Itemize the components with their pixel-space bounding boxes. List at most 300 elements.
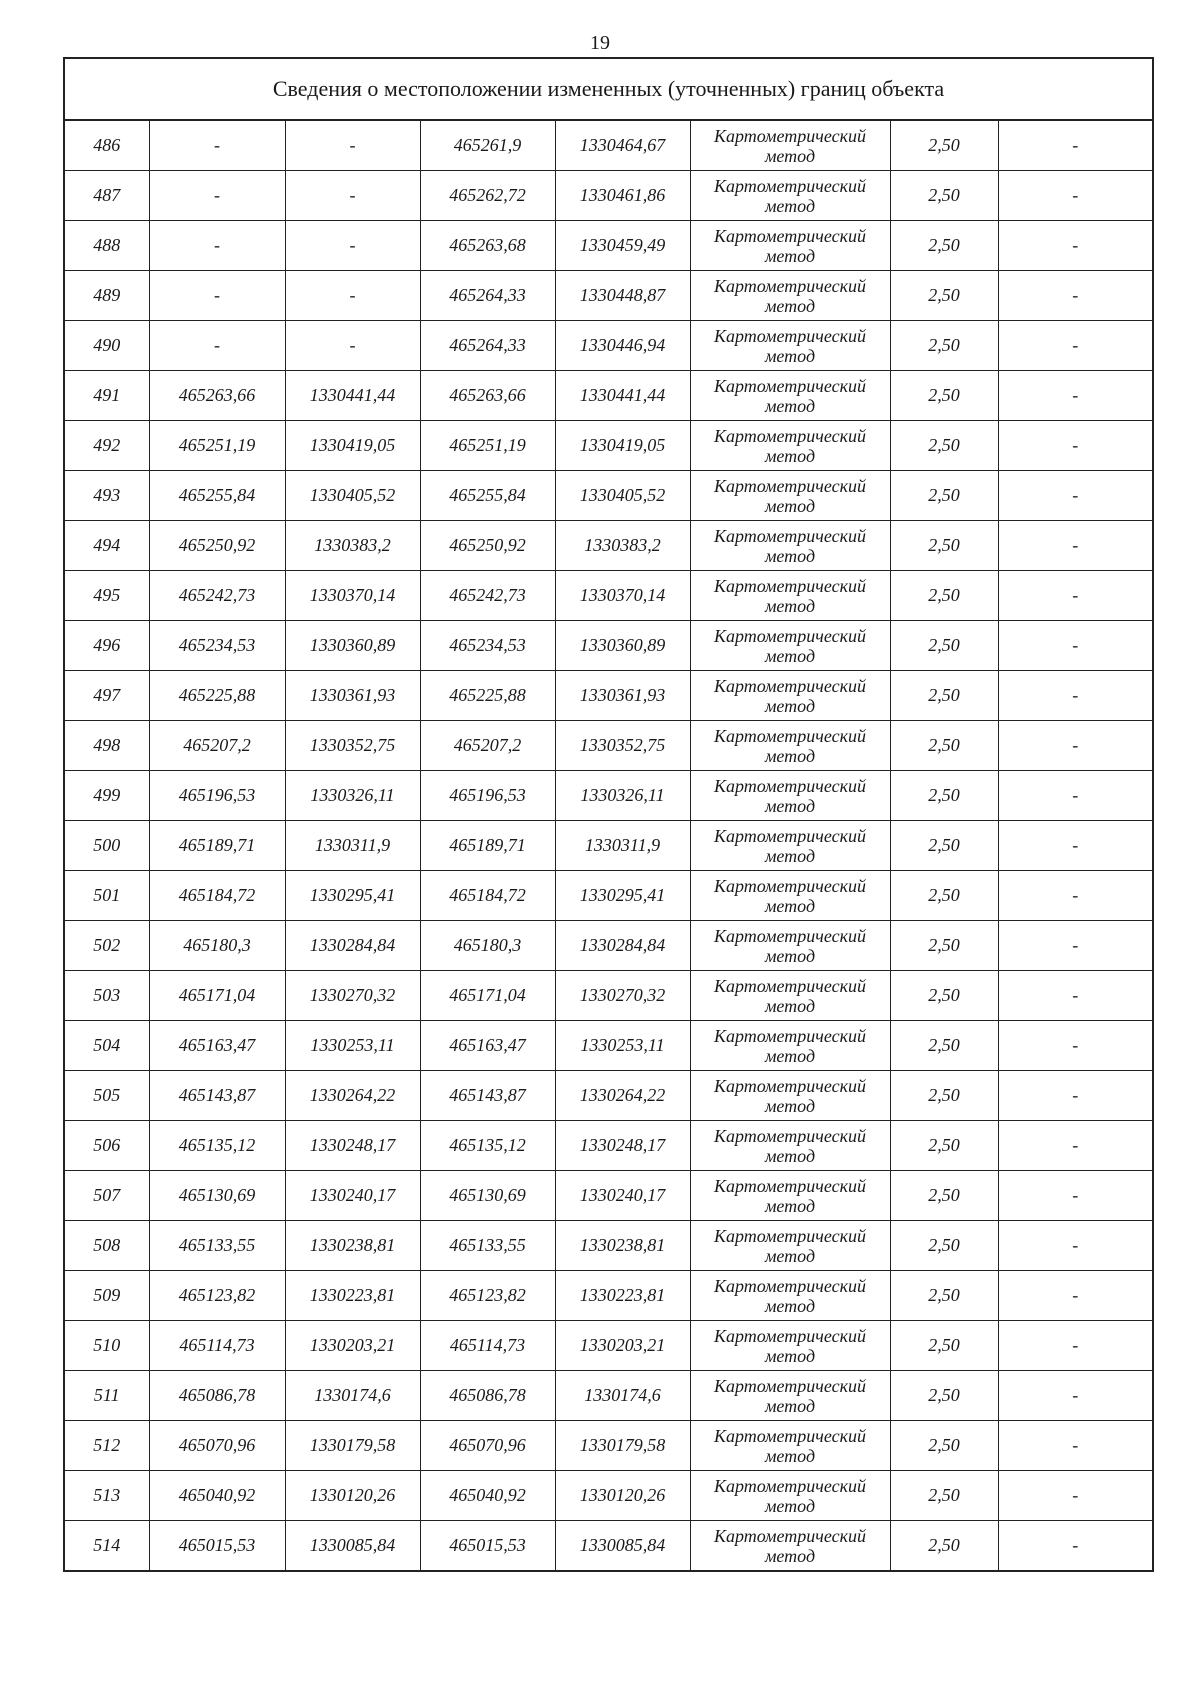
table-row bbox=[64, 371, 1153, 421]
accuracy-cell: 2,50 bbox=[890, 221, 998, 271]
point-number-cell: 496 bbox=[64, 621, 149, 671]
new-y-cell: 1330419,05 bbox=[555, 421, 690, 471]
method-line2: метод bbox=[764, 395, 816, 416]
description-cell: - bbox=[998, 871, 1153, 921]
new-y-cell: 1330238,81 bbox=[555, 1221, 690, 1271]
new-x-cell: 465086,78 bbox=[420, 1371, 555, 1421]
method-line1: Картометрический bbox=[713, 125, 866, 146]
new-x-cell: 465250,92 bbox=[420, 521, 555, 571]
new-x-cell: 465234,53 bbox=[420, 621, 555, 671]
method-cell bbox=[690, 371, 890, 421]
table-row bbox=[64, 471, 1153, 521]
table-row bbox=[64, 621, 1153, 671]
new-x-cell: 465242,73 bbox=[420, 571, 555, 621]
accuracy-cell: 2,50 bbox=[890, 171, 998, 221]
accuracy-cell: 2,50 bbox=[890, 1021, 998, 1071]
method-line1: Картометрический bbox=[713, 1325, 866, 1346]
old-x-cell: 465242,73 bbox=[149, 571, 285, 621]
method-line2: метод bbox=[764, 695, 816, 716]
description-cell: - bbox=[998, 271, 1153, 321]
new-y-cell: 1330253,11 bbox=[555, 1021, 690, 1071]
old-x-cell: - bbox=[149, 271, 285, 321]
old-x-cell: 465040,92 bbox=[149, 1471, 285, 1521]
method-line1: Картометрический bbox=[713, 1075, 866, 1096]
old-x-cell: 465184,72 bbox=[149, 871, 285, 921]
old-x-cell: 465180,3 bbox=[149, 921, 285, 971]
table-row bbox=[64, 1221, 1153, 1271]
accuracy-cell: 2,50 bbox=[890, 921, 998, 971]
table-row bbox=[64, 721, 1153, 771]
method-cell bbox=[690, 1421, 890, 1471]
old-y-cell: 1330203,21 bbox=[285, 1321, 420, 1371]
new-x-cell: 465262,72 bbox=[420, 171, 555, 221]
method-cell bbox=[690, 1171, 890, 1221]
new-y-cell: 1330248,17 bbox=[555, 1121, 690, 1171]
description-cell: - bbox=[998, 371, 1153, 421]
new-x-cell: 465163,47 bbox=[420, 1021, 555, 1071]
description-cell: - bbox=[998, 1321, 1153, 1371]
new-y-cell: 1330120,26 bbox=[555, 1471, 690, 1521]
table-row bbox=[64, 421, 1153, 471]
method-cell bbox=[690, 1071, 890, 1121]
method-cell bbox=[690, 1321, 890, 1371]
table-row bbox=[64, 971, 1153, 1021]
new-x-cell: 465263,66 bbox=[420, 371, 555, 421]
method-line2: метод bbox=[764, 1145, 816, 1166]
method-line2: метод bbox=[764, 795, 816, 816]
method-line2: метод bbox=[764, 995, 816, 1016]
description-cell: - bbox=[998, 971, 1153, 1021]
method-line1: Картометрический bbox=[713, 725, 866, 746]
description-cell: - bbox=[998, 621, 1153, 671]
old-x-cell: 465133,55 bbox=[149, 1221, 285, 1271]
method-line2: метод bbox=[764, 495, 816, 516]
point-number-cell: 503 bbox=[64, 971, 149, 1021]
method-line1: Картометрический bbox=[713, 625, 866, 646]
method-cell bbox=[690, 1021, 890, 1071]
old-x-cell: 465234,53 bbox=[149, 621, 285, 671]
method-line2: метод bbox=[764, 345, 816, 366]
old-x-cell: 465015,53 bbox=[149, 1521, 285, 1572]
accuracy-cell: 2,50 bbox=[890, 1071, 998, 1121]
new-x-cell: 465015,53 bbox=[420, 1521, 555, 1572]
point-number-cell: 514 bbox=[64, 1521, 149, 1572]
description-cell: - bbox=[998, 1021, 1153, 1071]
method-line2: метод bbox=[764, 1545, 816, 1566]
old-y-cell: 1330248,17 bbox=[285, 1121, 420, 1171]
old-y-cell: 1330120,26 bbox=[285, 1471, 420, 1521]
description-cell: - bbox=[998, 521, 1153, 571]
method-line2: метод bbox=[764, 545, 816, 566]
point-number-cell: 513 bbox=[64, 1471, 149, 1521]
old-y-cell: 1330270,32 bbox=[285, 971, 420, 1021]
description-cell: - bbox=[998, 1121, 1153, 1171]
new-y-cell: 1330311,9 bbox=[555, 821, 690, 871]
accuracy-cell: 2,50 bbox=[890, 1221, 998, 1271]
table-row bbox=[64, 1321, 1153, 1371]
new-y-cell: 1330203,21 bbox=[555, 1321, 690, 1371]
accuracy-cell: 2,50 bbox=[890, 1171, 998, 1221]
new-x-cell: 465261,9 bbox=[420, 120, 555, 171]
table-row bbox=[64, 1271, 1153, 1321]
accuracy-cell: 2,50 bbox=[890, 521, 998, 571]
new-x-cell: 465225,88 bbox=[420, 671, 555, 721]
new-x-cell: 465255,84 bbox=[420, 471, 555, 521]
method-line2: метод bbox=[764, 445, 816, 466]
point-number-cell: 511 bbox=[64, 1371, 149, 1421]
table-title: Сведения о местоположении измененных (уточненных) границ объекта bbox=[64, 58, 1153, 120]
new-y-cell: 1330383,2 bbox=[555, 521, 690, 571]
table-row bbox=[64, 671, 1153, 721]
method-line2: метод bbox=[764, 1195, 816, 1216]
point-number-cell: 495 bbox=[64, 571, 149, 621]
method-cell bbox=[690, 871, 890, 921]
new-y-cell: 1330264,22 bbox=[555, 1071, 690, 1121]
description-cell: - bbox=[998, 721, 1153, 771]
old-x-cell: 465123,82 bbox=[149, 1271, 285, 1321]
table-row bbox=[64, 571, 1153, 621]
old-y-cell: 1330326,11 bbox=[285, 771, 420, 821]
description-cell: - bbox=[998, 321, 1153, 371]
old-x-cell: - bbox=[149, 221, 285, 271]
point-number-cell: 507 bbox=[64, 1171, 149, 1221]
description-cell: - bbox=[998, 1171, 1153, 1221]
method-line2: метод bbox=[764, 645, 816, 666]
method-line2: метод bbox=[764, 195, 816, 216]
old-y-cell: 1330174,6 bbox=[285, 1371, 420, 1421]
point-number-cell: 493 bbox=[64, 471, 149, 521]
accuracy-cell: 2,50 bbox=[890, 471, 998, 521]
method-line1: Картометрический bbox=[713, 975, 866, 996]
old-x-cell: 465207,2 bbox=[149, 721, 285, 771]
new-y-cell: 1330405,52 bbox=[555, 471, 690, 521]
point-number-cell: 497 bbox=[64, 671, 149, 721]
new-x-cell: 465133,55 bbox=[420, 1221, 555, 1271]
new-x-cell: 465264,33 bbox=[420, 321, 555, 371]
new-y-cell: 1330085,84 bbox=[555, 1521, 690, 1572]
point-number-cell: 499 bbox=[64, 771, 149, 821]
method-line2: метод bbox=[764, 895, 816, 916]
description-cell: - bbox=[998, 421, 1153, 471]
accuracy-cell: 2,50 bbox=[890, 871, 998, 921]
old-y-cell: 1330179,58 bbox=[285, 1421, 420, 1471]
accuracy-cell: 2,50 bbox=[890, 371, 998, 421]
new-y-cell: 1330459,49 bbox=[555, 221, 690, 271]
description-cell: - bbox=[998, 1421, 1153, 1471]
table-row bbox=[64, 1371, 1153, 1421]
point-number-cell: 510 bbox=[64, 1321, 149, 1371]
old-y-cell: 1330238,81 bbox=[285, 1221, 420, 1271]
new-y-cell: 1330179,58 bbox=[555, 1421, 690, 1471]
new-x-cell: 465143,87 bbox=[420, 1071, 555, 1121]
new-x-cell: 465130,69 bbox=[420, 1171, 555, 1221]
method-line2: метод bbox=[764, 1395, 816, 1416]
description-cell: - bbox=[998, 171, 1153, 221]
table-row bbox=[64, 171, 1153, 221]
new-y-cell: 1330360,89 bbox=[555, 621, 690, 671]
accuracy-cell: 2,50 bbox=[890, 771, 998, 821]
accuracy-cell: 2,50 bbox=[890, 1471, 998, 1521]
method-line1: Картометрический bbox=[713, 225, 866, 246]
description-cell: - bbox=[998, 921, 1153, 971]
old-y-cell: - bbox=[285, 221, 420, 271]
method-cell bbox=[690, 221, 890, 271]
method-line2: метод bbox=[764, 1345, 816, 1366]
old-y-cell: 1330361,93 bbox=[285, 671, 420, 721]
coordinates-table bbox=[63, 57, 1154, 1572]
method-line1: Картометрический bbox=[713, 1175, 866, 1196]
description-cell: - bbox=[998, 471, 1153, 521]
table-row bbox=[64, 1421, 1153, 1471]
point-number-cell: 512 bbox=[64, 1421, 149, 1471]
old-y-cell: 1330383,2 bbox=[285, 521, 420, 571]
point-number-cell: 488 bbox=[64, 221, 149, 271]
old-x-cell: 465086,78 bbox=[149, 1371, 285, 1421]
new-y-cell: 1330223,81 bbox=[555, 1271, 690, 1321]
table-row bbox=[64, 1471, 1153, 1521]
new-y-cell: 1330446,94 bbox=[555, 321, 690, 371]
method-line1: Картометрический bbox=[713, 1025, 866, 1046]
old-y-cell: 1330360,89 bbox=[285, 621, 420, 671]
old-y-cell: 1330352,75 bbox=[285, 721, 420, 771]
new-x-cell: 465264,33 bbox=[420, 271, 555, 321]
table-row bbox=[64, 1121, 1153, 1171]
old-y-cell: - bbox=[285, 321, 420, 371]
method-line1: Картометрический bbox=[713, 1375, 866, 1396]
old-x-cell: 465143,87 bbox=[149, 1071, 285, 1121]
new-y-cell: 1330464,67 bbox=[555, 120, 690, 171]
old-y-cell: - bbox=[285, 271, 420, 321]
method-cell bbox=[690, 1471, 890, 1521]
method-cell bbox=[690, 771, 890, 821]
old-x-cell: 465255,84 bbox=[149, 471, 285, 521]
method-line1: Картометрический bbox=[713, 425, 866, 446]
description-cell: - bbox=[998, 821, 1153, 871]
new-x-cell: 465171,04 bbox=[420, 971, 555, 1021]
method-line1: Картометрический bbox=[713, 875, 866, 896]
new-x-cell: 465196,53 bbox=[420, 771, 555, 821]
old-x-cell: - bbox=[149, 120, 285, 171]
old-x-cell: 465163,47 bbox=[149, 1021, 285, 1071]
method-line2: метод bbox=[764, 845, 816, 866]
method-line2: метод bbox=[764, 1095, 816, 1116]
method-line1: Картометрический bbox=[713, 1275, 866, 1296]
accuracy-cell: 2,50 bbox=[890, 821, 998, 871]
new-y-cell: 1330441,44 bbox=[555, 371, 690, 421]
old-x-cell: - bbox=[149, 321, 285, 371]
new-y-cell: 1330361,93 bbox=[555, 671, 690, 721]
method-cell bbox=[690, 571, 890, 621]
method-line2: метод bbox=[764, 245, 816, 266]
description-cell: - bbox=[998, 1371, 1153, 1421]
new-x-cell: 465263,68 bbox=[420, 221, 555, 271]
method-cell bbox=[690, 671, 890, 721]
description-cell: - bbox=[998, 120, 1153, 171]
description-cell: - bbox=[998, 1071, 1153, 1121]
old-x-cell: 465114,73 bbox=[149, 1321, 285, 1371]
method-cell bbox=[690, 821, 890, 871]
old-y-cell: 1330085,84 bbox=[285, 1521, 420, 1572]
method-line2: метод bbox=[764, 745, 816, 766]
new-y-cell: 1330370,14 bbox=[555, 571, 690, 621]
new-x-cell: 465070,96 bbox=[420, 1421, 555, 1471]
table-row bbox=[64, 221, 1153, 271]
old-y-cell: - bbox=[285, 120, 420, 171]
accuracy-cell: 2,50 bbox=[890, 1371, 998, 1421]
method-line1: Картометрический bbox=[713, 825, 866, 846]
old-y-cell: 1330370,14 bbox=[285, 571, 420, 621]
method-cell bbox=[690, 621, 890, 671]
table-row bbox=[64, 271, 1153, 321]
point-number-cell: 498 bbox=[64, 721, 149, 771]
table-row bbox=[64, 321, 1153, 371]
method-cell bbox=[690, 321, 890, 371]
method-line2: метод bbox=[764, 1245, 816, 1266]
accuracy-cell: 2,50 bbox=[890, 120, 998, 171]
method-cell bbox=[690, 1271, 890, 1321]
old-y-cell: 1330264,22 bbox=[285, 1071, 420, 1121]
method-cell bbox=[690, 1221, 890, 1271]
point-number-cell: 494 bbox=[64, 521, 149, 571]
new-x-cell: 465135,12 bbox=[420, 1121, 555, 1171]
method-line1: Картометрический bbox=[713, 925, 866, 946]
method-line2: метод bbox=[764, 595, 816, 616]
description-cell: - bbox=[998, 1521, 1153, 1572]
old-x-cell: 465070,96 bbox=[149, 1421, 285, 1471]
description-cell: - bbox=[998, 1221, 1153, 1271]
old-x-cell: 465130,69 bbox=[149, 1171, 285, 1221]
method-cell bbox=[690, 120, 890, 171]
method-cell bbox=[690, 1121, 890, 1171]
old-x-cell: 465189,71 bbox=[149, 821, 285, 871]
accuracy-cell: 2,50 bbox=[890, 671, 998, 721]
description-cell: - bbox=[998, 1271, 1153, 1321]
method-line2: метод bbox=[764, 1045, 816, 1066]
old-x-cell: 465251,19 bbox=[149, 421, 285, 471]
new-y-cell: 1330270,32 bbox=[555, 971, 690, 1021]
table-row bbox=[64, 1021, 1153, 1071]
accuracy-cell: 2,50 bbox=[890, 321, 998, 371]
method-line1: Картометрический bbox=[713, 1225, 866, 1246]
old-y-cell: 1330311,9 bbox=[285, 821, 420, 871]
point-number-cell: 504 bbox=[64, 1021, 149, 1071]
point-number-cell: 486 bbox=[64, 120, 149, 171]
old-x-cell: 465171,04 bbox=[149, 971, 285, 1021]
method-line2: метод bbox=[764, 945, 816, 966]
old-x-cell: 465225,88 bbox=[149, 671, 285, 721]
point-number-cell: 500 bbox=[64, 821, 149, 871]
accuracy-cell: 2,50 bbox=[890, 1321, 998, 1371]
point-number-cell: 487 bbox=[64, 171, 149, 221]
point-number-cell: 490 bbox=[64, 321, 149, 371]
accuracy-cell: 2,50 bbox=[890, 271, 998, 321]
description-cell: - bbox=[998, 1471, 1153, 1521]
point-number-cell: 506 bbox=[64, 1121, 149, 1171]
old-y-cell: 1330240,17 bbox=[285, 1171, 420, 1221]
old-x-cell: 465135,12 bbox=[149, 1121, 285, 1171]
method-cell bbox=[690, 1371, 890, 1421]
old-y-cell: 1330419,05 bbox=[285, 421, 420, 471]
method-line2: метод bbox=[764, 1295, 816, 1316]
description-cell: - bbox=[998, 771, 1153, 821]
point-number-cell: 502 bbox=[64, 921, 149, 971]
old-y-cell: 1330223,81 bbox=[285, 1271, 420, 1321]
new-x-cell: 465114,73 bbox=[420, 1321, 555, 1371]
method-line1: Картометрический bbox=[713, 275, 866, 296]
point-number-cell: 489 bbox=[64, 271, 149, 321]
method-cell bbox=[690, 521, 890, 571]
new-y-cell: 1330448,87 bbox=[555, 271, 690, 321]
accuracy-cell: 2,50 bbox=[890, 621, 998, 671]
old-x-cell: 465263,66 bbox=[149, 371, 285, 421]
old-y-cell: 1330295,41 bbox=[285, 871, 420, 921]
table-row bbox=[64, 120, 1153, 171]
method-cell bbox=[690, 171, 890, 221]
old-x-cell: - bbox=[149, 171, 285, 221]
table-row bbox=[64, 521, 1153, 571]
accuracy-cell: 2,50 bbox=[890, 571, 998, 621]
point-number-cell: 501 bbox=[64, 871, 149, 921]
method-cell bbox=[690, 1521, 890, 1572]
table-row bbox=[64, 1521, 1153, 1572]
new-x-cell: 465189,71 bbox=[420, 821, 555, 871]
method-cell bbox=[690, 921, 890, 971]
accuracy-cell: 2,50 bbox=[890, 1521, 998, 1572]
accuracy-cell: 2,50 bbox=[890, 1271, 998, 1321]
new-x-cell: 465251,19 bbox=[420, 421, 555, 471]
description-cell: - bbox=[998, 571, 1153, 621]
method-line2: метод bbox=[764, 295, 816, 316]
old-x-cell: 465250,92 bbox=[149, 521, 285, 571]
accuracy-cell: 2,50 bbox=[890, 971, 998, 1021]
table-row bbox=[64, 1071, 1153, 1121]
method-cell bbox=[690, 971, 890, 1021]
table-row bbox=[64, 1171, 1153, 1221]
old-y-cell: 1330284,84 bbox=[285, 921, 420, 971]
method-line1: Картометрический bbox=[713, 375, 866, 396]
new-y-cell: 1330295,41 bbox=[555, 871, 690, 921]
method-line1: Картометрический bbox=[713, 775, 866, 796]
method-line1: Картометрический bbox=[713, 575, 866, 596]
method-line1: Картометрический bbox=[713, 175, 866, 196]
new-y-cell: 1330174,6 bbox=[555, 1371, 690, 1421]
description-cell: - bbox=[998, 221, 1153, 271]
method-cell bbox=[690, 271, 890, 321]
method-cell bbox=[690, 471, 890, 521]
page-number: 19 bbox=[590, 32, 610, 54]
accuracy-cell: 2,50 bbox=[890, 1121, 998, 1171]
table-row bbox=[64, 871, 1153, 921]
method-line1: Картометрический bbox=[713, 525, 866, 546]
new-y-cell: 1330284,84 bbox=[555, 921, 690, 971]
method-line2: метод bbox=[764, 1445, 816, 1466]
point-number-cell: 508 bbox=[64, 1221, 149, 1271]
accuracy-cell: 2,50 bbox=[890, 721, 998, 771]
point-number-cell: 492 bbox=[64, 421, 149, 471]
accuracy-cell: 2,50 bbox=[890, 421, 998, 471]
old-y-cell: - bbox=[285, 171, 420, 221]
new-y-cell: 1330461,86 bbox=[555, 171, 690, 221]
table-body bbox=[64, 120, 1153, 1571]
table-row bbox=[64, 771, 1153, 821]
method-cell bbox=[690, 421, 890, 471]
old-y-cell: 1330405,52 bbox=[285, 471, 420, 521]
new-y-cell: 1330352,75 bbox=[555, 721, 690, 771]
table-row bbox=[64, 921, 1153, 971]
new-x-cell: 465180,3 bbox=[420, 921, 555, 971]
point-number-cell: 505 bbox=[64, 1071, 149, 1121]
new-x-cell: 465184,72 bbox=[420, 871, 555, 921]
